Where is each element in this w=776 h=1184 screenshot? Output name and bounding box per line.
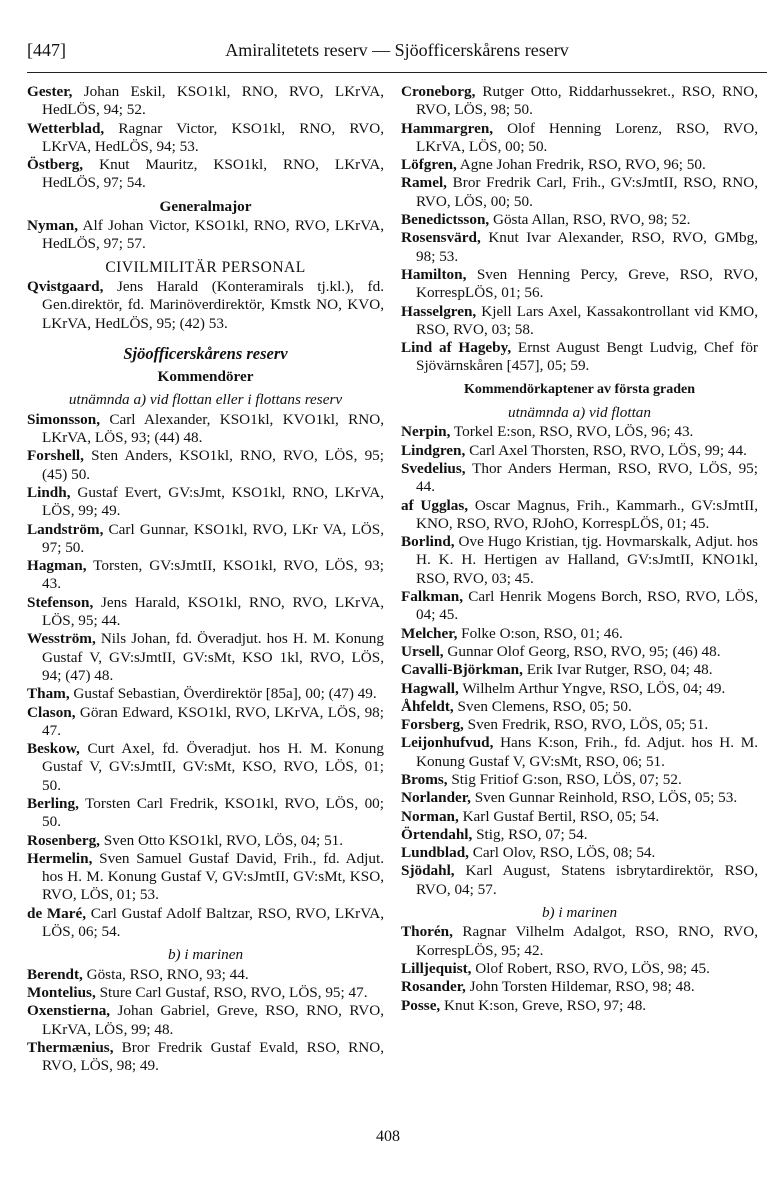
person-surname: Falkman, bbox=[401, 588, 464, 606]
person-details: Stig Fritiof G:son, RSO, LÖS, 07; 52. bbox=[447, 770, 682, 788]
person-surname: Hermelin, bbox=[27, 849, 93, 867]
person-surname: Norlander, bbox=[401, 789, 471, 807]
person-surname: af Ugglas, bbox=[401, 496, 469, 514]
person-details: Karl August, Statens isbrytardirektör, RSO, RVO, 04; 57. bbox=[416, 862, 758, 898]
list-item bbox=[27, 984, 384, 1002]
person-surname: Örtendahl, bbox=[401, 825, 473, 843]
person-details: Sven Samuel Gustaf David, Frih., fd. Adjut. hos H. M. Konung Gustaf V, GV:sJmtII, GV:sMt, KSO, RVO, LÖS, 01; 53. bbox=[42, 849, 384, 904]
person-surname: Thorén, bbox=[401, 923, 453, 941]
person-surname: Borlind, bbox=[401, 533, 455, 551]
person-surname: Berling, bbox=[27, 794, 79, 812]
list-item bbox=[27, 1039, 384, 1076]
person-details: Knut K:son, Greve, RSO, 97; 48. bbox=[440, 996, 647, 1014]
header-rule bbox=[27, 72, 767, 73]
person-surname: Hagwall, bbox=[401, 679, 459, 697]
person-surname: Berendt, bbox=[27, 965, 83, 983]
list-item bbox=[401, 997, 758, 1015]
list-item bbox=[401, 923, 758, 960]
list-item bbox=[401, 120, 758, 157]
list-item bbox=[401, 229, 758, 266]
person-details: John Torsten Hildemar, RSO, 98; 48. bbox=[465, 978, 695, 996]
list-item bbox=[401, 533, 758, 588]
person-surname: Gester, bbox=[27, 83, 73, 100]
list-item bbox=[27, 278, 384, 333]
person-surname: Oxenstierna, bbox=[27, 1002, 111, 1020]
list-item bbox=[401, 497, 758, 534]
person-surname: Tham, bbox=[27, 685, 70, 703]
list-item bbox=[27, 83, 384, 120]
section-heading: utnämnda a) vid flottan eller i flottans reserv bbox=[68, 391, 343, 409]
list-item bbox=[27, 217, 384, 254]
person-details: Thor Anders Herman, RSO, RVO, LÖS, 95; 44. bbox=[416, 459, 758, 496]
list-item bbox=[401, 156, 758, 174]
person-surname: Posse, bbox=[401, 996, 441, 1014]
person-surname: Broms, bbox=[401, 770, 448, 788]
list-item bbox=[27, 740, 384, 795]
list-item bbox=[27, 704, 384, 741]
list-item bbox=[401, 808, 758, 826]
running-title: Amiralitetets reserv — Sjöofficerskårens reserv bbox=[225, 40, 569, 60]
left-column bbox=[27, 83, 384, 1075]
person-details: Carl Olov, RSO, LÖS, 08; 54. bbox=[468, 844, 656, 862]
person-details: Carl Axel Thorsten, RSO, RVO, LÖS, 99; 44. bbox=[465, 441, 747, 459]
list-item bbox=[401, 83, 758, 120]
person-surname: Rosenberg, bbox=[27, 831, 100, 849]
list-item bbox=[401, 734, 758, 771]
list-item bbox=[401, 826, 758, 844]
page-header bbox=[27, 40, 767, 66]
person-details: Rutger Otto, Riddarhussekret., RSO, RNO, RVO, LÖS, 98; 50. bbox=[416, 83, 758, 119]
person-details: Sven Clemens, RSO, 05; 50. bbox=[453, 697, 632, 715]
person-surname: Hammargren, bbox=[401, 119, 494, 137]
person-details: Carl Gunnar, KSO1kl, RVO, LKr VA, LÖS, 97; 50. bbox=[42, 520, 384, 556]
section-heading: b) i marinen bbox=[167, 946, 244, 964]
person-details: Jens Harald, KSO1kl, RNO, RVO, LKrVA, LÖS, 95; 44. bbox=[42, 593, 384, 630]
person-surname: Melcher, bbox=[401, 624, 458, 642]
list-item bbox=[27, 795, 384, 832]
right-column bbox=[401, 83, 758, 1015]
list-item bbox=[401, 423, 758, 441]
person-details: Knut Ivar Alexander, RSO, RVO, GMbg, 98; 53. bbox=[416, 229, 758, 265]
person-surname: Lindh, bbox=[27, 483, 71, 501]
section-heading: CIVILMILITÄR PERSONAL bbox=[105, 258, 306, 276]
list-item bbox=[401, 460, 758, 497]
person-details: Bror Fredrik Carl, Frih., GV:sJmtII, RSO, RNO, RVO, LÖS, 00; 50. bbox=[416, 174, 758, 210]
person-surname: Qvistgaard, bbox=[27, 277, 104, 295]
person-details: Sven Henning Percy, Greve, RSO, RVO, KorrespLÖS, 01; 56. bbox=[416, 265, 758, 302]
person-surname: Norman, bbox=[401, 807, 459, 825]
person-surname: Lundblad, bbox=[401, 844, 469, 862]
person-surname: Croneborg, bbox=[401, 83, 476, 100]
person-details: Agne Johan Fredrik, RSO, RVO, 96; 50. bbox=[456, 156, 706, 174]
list-item bbox=[27, 484, 384, 521]
list-item bbox=[27, 1002, 384, 1039]
person-details: Torsten, GV:sJmtII, KSO1kl, RVO, LÖS, 93; 43. bbox=[42, 557, 384, 593]
person-surname: Wetterblad, bbox=[27, 119, 105, 137]
person-surname: Thermænius, bbox=[27, 1038, 114, 1056]
list-item bbox=[401, 978, 758, 996]
person-surname: Nyman, bbox=[27, 217, 79, 235]
person-details: Curt Axel, fd. Överadjut. hos H. M. Konung Gustaf V, GV:sJmtII, GV:sMt, KSO, RVO, LÖS, 01; 50. bbox=[42, 740, 384, 794]
person-surname: Svedelius, bbox=[401, 459, 466, 477]
section-heading: Kommendörkaptener av första graden bbox=[463, 381, 696, 397]
list-item bbox=[27, 594, 384, 631]
section-heading: b) i marinen bbox=[541, 904, 618, 922]
section-heading: Generalmajor bbox=[159, 197, 252, 215]
list-item bbox=[27, 630, 384, 685]
person-details: Gösta, RSO, RNO, 93; 44. bbox=[82, 965, 249, 983]
list-item bbox=[401, 771, 758, 789]
person-details: Sven Gunnar Reinhold, RSO, LÖS, 05; 53. bbox=[470, 789, 738, 807]
person-details: Kjell Lars Axel, Kassakontrollant vid KMO, RSO, RVO, 03; 58. bbox=[416, 302, 758, 338]
list-item bbox=[27, 966, 384, 984]
person-surname: Simonsson, bbox=[27, 410, 101, 428]
person-surname: Forshell, bbox=[27, 447, 84, 465]
person-surname: Montelius, bbox=[27, 983, 96, 1001]
person-surname: Forsberg, bbox=[401, 716, 464, 734]
person-details: Oscar Magnus, Frih., Kammarh., GV:sJmtII, KNO, RSO, RVO, RJohO, KorrespLÖS, 01; 45. bbox=[416, 496, 758, 532]
person-details: Ragnar Vilhelm Adalgot, RSO, RNO, RVO, KorrespLÖS, 95; 42. bbox=[416, 923, 758, 959]
person-surname: Östberg, bbox=[27, 156, 84, 174]
person-surname: Beskow, bbox=[27, 740, 80, 758]
person-surname: Hagman, bbox=[27, 557, 87, 575]
person-details: Bror Fredrik Gustaf Evald, RSO, RNO, RVO, LÖS, 98; 49. bbox=[42, 1038, 384, 1075]
list-item bbox=[27, 850, 384, 905]
person-details: Karl Gustaf Bertil, RSO, 05; 54. bbox=[458, 807, 660, 825]
list-item bbox=[401, 643, 758, 661]
list-item bbox=[27, 411, 384, 448]
person-details: Erik Ivar Rutger, RSO, 04; 48. bbox=[522, 661, 713, 679]
person-details: Carl Henrik Mogens Borch, RSO, RVO, LÖS, 04; 45. bbox=[416, 588, 758, 624]
list-item bbox=[401, 174, 758, 211]
list-item bbox=[401, 680, 758, 698]
person-details: Sten Anders, KSO1kl, RNO, RVO, LÖS, 95; (45) 50. bbox=[42, 447, 384, 483]
list-item bbox=[401, 844, 758, 862]
person-details: Gustaf Sebastian, Överdirektör [85a], 00; (47) 49. bbox=[69, 685, 377, 703]
list-item bbox=[401, 661, 758, 679]
person-surname: Leijonhufvud, bbox=[401, 734, 494, 752]
person-details: Ragnar Victor, KSO1kl, RNO, RVO, LKrVA, HedLÖS, 94; 53. bbox=[42, 119, 384, 155]
list-item bbox=[27, 685, 384, 703]
person-details: Sven Otto KSO1kl, RVO, LÖS, 04; 51. bbox=[99, 831, 344, 849]
section-heading: Sjöofficerskårens reserv bbox=[123, 343, 288, 363]
person-details: Gustaf Evert, GV:sJmt, KSO1kl, RNO, LKrVA, LÖS, 99; 49. bbox=[42, 483, 384, 520]
section-heading: utnämnda a) vid flottan bbox=[507, 404, 651, 422]
person-details: Torkel E:son, RSO, RVO, LÖS, 96; 43. bbox=[450, 423, 694, 441]
section-reference: [447] bbox=[27, 40, 66, 60]
person-details: Sture Carl Gustaf, RSO, RVO, LÖS, 95; 47. bbox=[95, 983, 368, 1001]
person-details: Carl Gustaf Adolf Baltzar, RSO, RVO, LKrVA, LÖS, 06; 54. bbox=[42, 904, 384, 941]
person-surname: Benedictsson, bbox=[401, 211, 490, 229]
list-item bbox=[27, 832, 384, 850]
section-heading: Kommendörer bbox=[157, 368, 254, 386]
page-number: 408 bbox=[376, 1128, 400, 1145]
list-item bbox=[401, 339, 758, 376]
list-item bbox=[401, 862, 758, 899]
person-surname: de Maré, bbox=[27, 904, 87, 922]
person-surname: Ursell, bbox=[401, 642, 444, 660]
person-surname: Stefenson, bbox=[27, 593, 94, 611]
person-details: Gösta Allan, RSO, RVO, 98; 52. bbox=[489, 211, 691, 229]
person-surname: Löfgren, bbox=[401, 156, 457, 174]
person-surname: Nerpin, bbox=[401, 423, 451, 441]
person-surname: Wesström, bbox=[27, 630, 96, 648]
person-surname: Ramel, bbox=[401, 174, 447, 192]
person-details: Gunnar Olof Georg, RSO, RVO, 95; (46) 48. bbox=[443, 642, 721, 660]
person-surname: Rosensvärd, bbox=[401, 229, 481, 247]
person-details: Stig, RSO, 07; 54. bbox=[472, 825, 588, 843]
list-item bbox=[401, 588, 758, 625]
person-details: Ove Hugo Kristian, tjg. Hovmarskalk, Adjut. hos H. K. H. Hertigen av Halland, GV:sJmtII, KNO1kl, RSO, RVO, 03; 45. bbox=[416, 533, 758, 587]
person-surname: Clason, bbox=[27, 703, 76, 721]
person-details: Johan Eskil, KSO1kl, RNO, RVO, LKrVA, HedLÖS, 94; 52. bbox=[42, 83, 384, 119]
person-surname: Åhfeldt, bbox=[401, 697, 454, 715]
person-details: Folke O:son, RSO, 01; 46. bbox=[457, 624, 623, 642]
list-item bbox=[401, 303, 758, 340]
person-details: Knut Mauritz, KSO1kl, RNO, LKrVA, HedLÖS, 97; 54. bbox=[42, 156, 384, 192]
person-details: Sven Fredrik, RSO, RVO, LÖS, 05; 51. bbox=[463, 716, 709, 734]
list-item bbox=[27, 447, 384, 484]
list-item bbox=[27, 521, 384, 558]
person-details: Torsten Carl Fredrik, KSO1kl, RVO, LÖS, 00; 50. bbox=[42, 794, 384, 831]
list-item bbox=[401, 716, 758, 734]
person-details: Olof Robert, RSO, RVO, LÖS, 98; 45. bbox=[471, 959, 710, 977]
person-details: Jens Harald (Konteramirals tj.kl.), fd. Gen.direktör, fd. Marinöverdirektör, Kmstk NO, KVO, LKrVA, HedLÖS, 95; (42) 53. bbox=[42, 277, 384, 332]
list-item bbox=[27, 156, 384, 193]
person-surname: Hasselgren, bbox=[401, 302, 477, 320]
person-surname: Lindgren, bbox=[401, 441, 466, 459]
person-details: Johan Gabriel, Greve, RSO, RNO, RVO, LKrVA, LÖS, 99; 48. bbox=[42, 1002, 384, 1038]
person-details: Wilhelm Arthur Yngve, RSO, LÖS, 04; 49. bbox=[458, 679, 726, 697]
person-details: Nils Johan, fd. Överadjut. hos H. M. Konung Gustaf V, GV:sJmtII, GV:sMt, KSO 1kl, RVO, LÖS, 94; (47) 48. bbox=[42, 630, 384, 684]
person-details: Hans K:son, Frih., fd. Adjut. hos H. M. Konung Gustaf V, GV:sMt, RSO, 06; 51. bbox=[416, 734, 758, 770]
list-item bbox=[401, 698, 758, 716]
list-item bbox=[401, 960, 758, 978]
list-item bbox=[401, 442, 758, 460]
list-item bbox=[401, 266, 758, 303]
person-surname: Lind af Hageby, bbox=[401, 339, 512, 357]
person-surname: Rosander, bbox=[401, 978, 466, 996]
person-details: Göran Edward, KSO1kl, RVO, LKrVA, LÖS, 98; 47. bbox=[42, 703, 384, 739]
person-details: Alf Johan Victor, KSO1kl, RNO, RVO, LKrVA, HedLÖS, 97; 57. bbox=[42, 217, 384, 253]
list-item bbox=[401, 625, 758, 643]
person-surname: Hamilton, bbox=[401, 265, 467, 283]
person-surname: Lilljequist, bbox=[401, 959, 472, 977]
person-surname: Cavalli-Björkman, bbox=[401, 661, 523, 679]
person-details: Olof Henning Lorenz, RSO, RVO, LKrVA, LÖS, 00; 50. bbox=[416, 119, 758, 155]
list-item bbox=[401, 211, 758, 229]
list-item bbox=[401, 789, 758, 807]
person-surname: Sjödahl, bbox=[401, 862, 455, 880]
list-item bbox=[27, 905, 384, 942]
list-item bbox=[27, 557, 384, 594]
person-details: Carl Alexander, KSO1kl, KVO1kl, RNO, LKrVA, LÖS, 93; (44) 48. bbox=[42, 410, 384, 447]
list-item bbox=[27, 120, 384, 157]
person-details: Ernst August Bengt Ludvig, Chef för Sjövärnskåren [457], 05; 59. bbox=[416, 339, 758, 375]
person-surname: Landström, bbox=[27, 520, 104, 538]
